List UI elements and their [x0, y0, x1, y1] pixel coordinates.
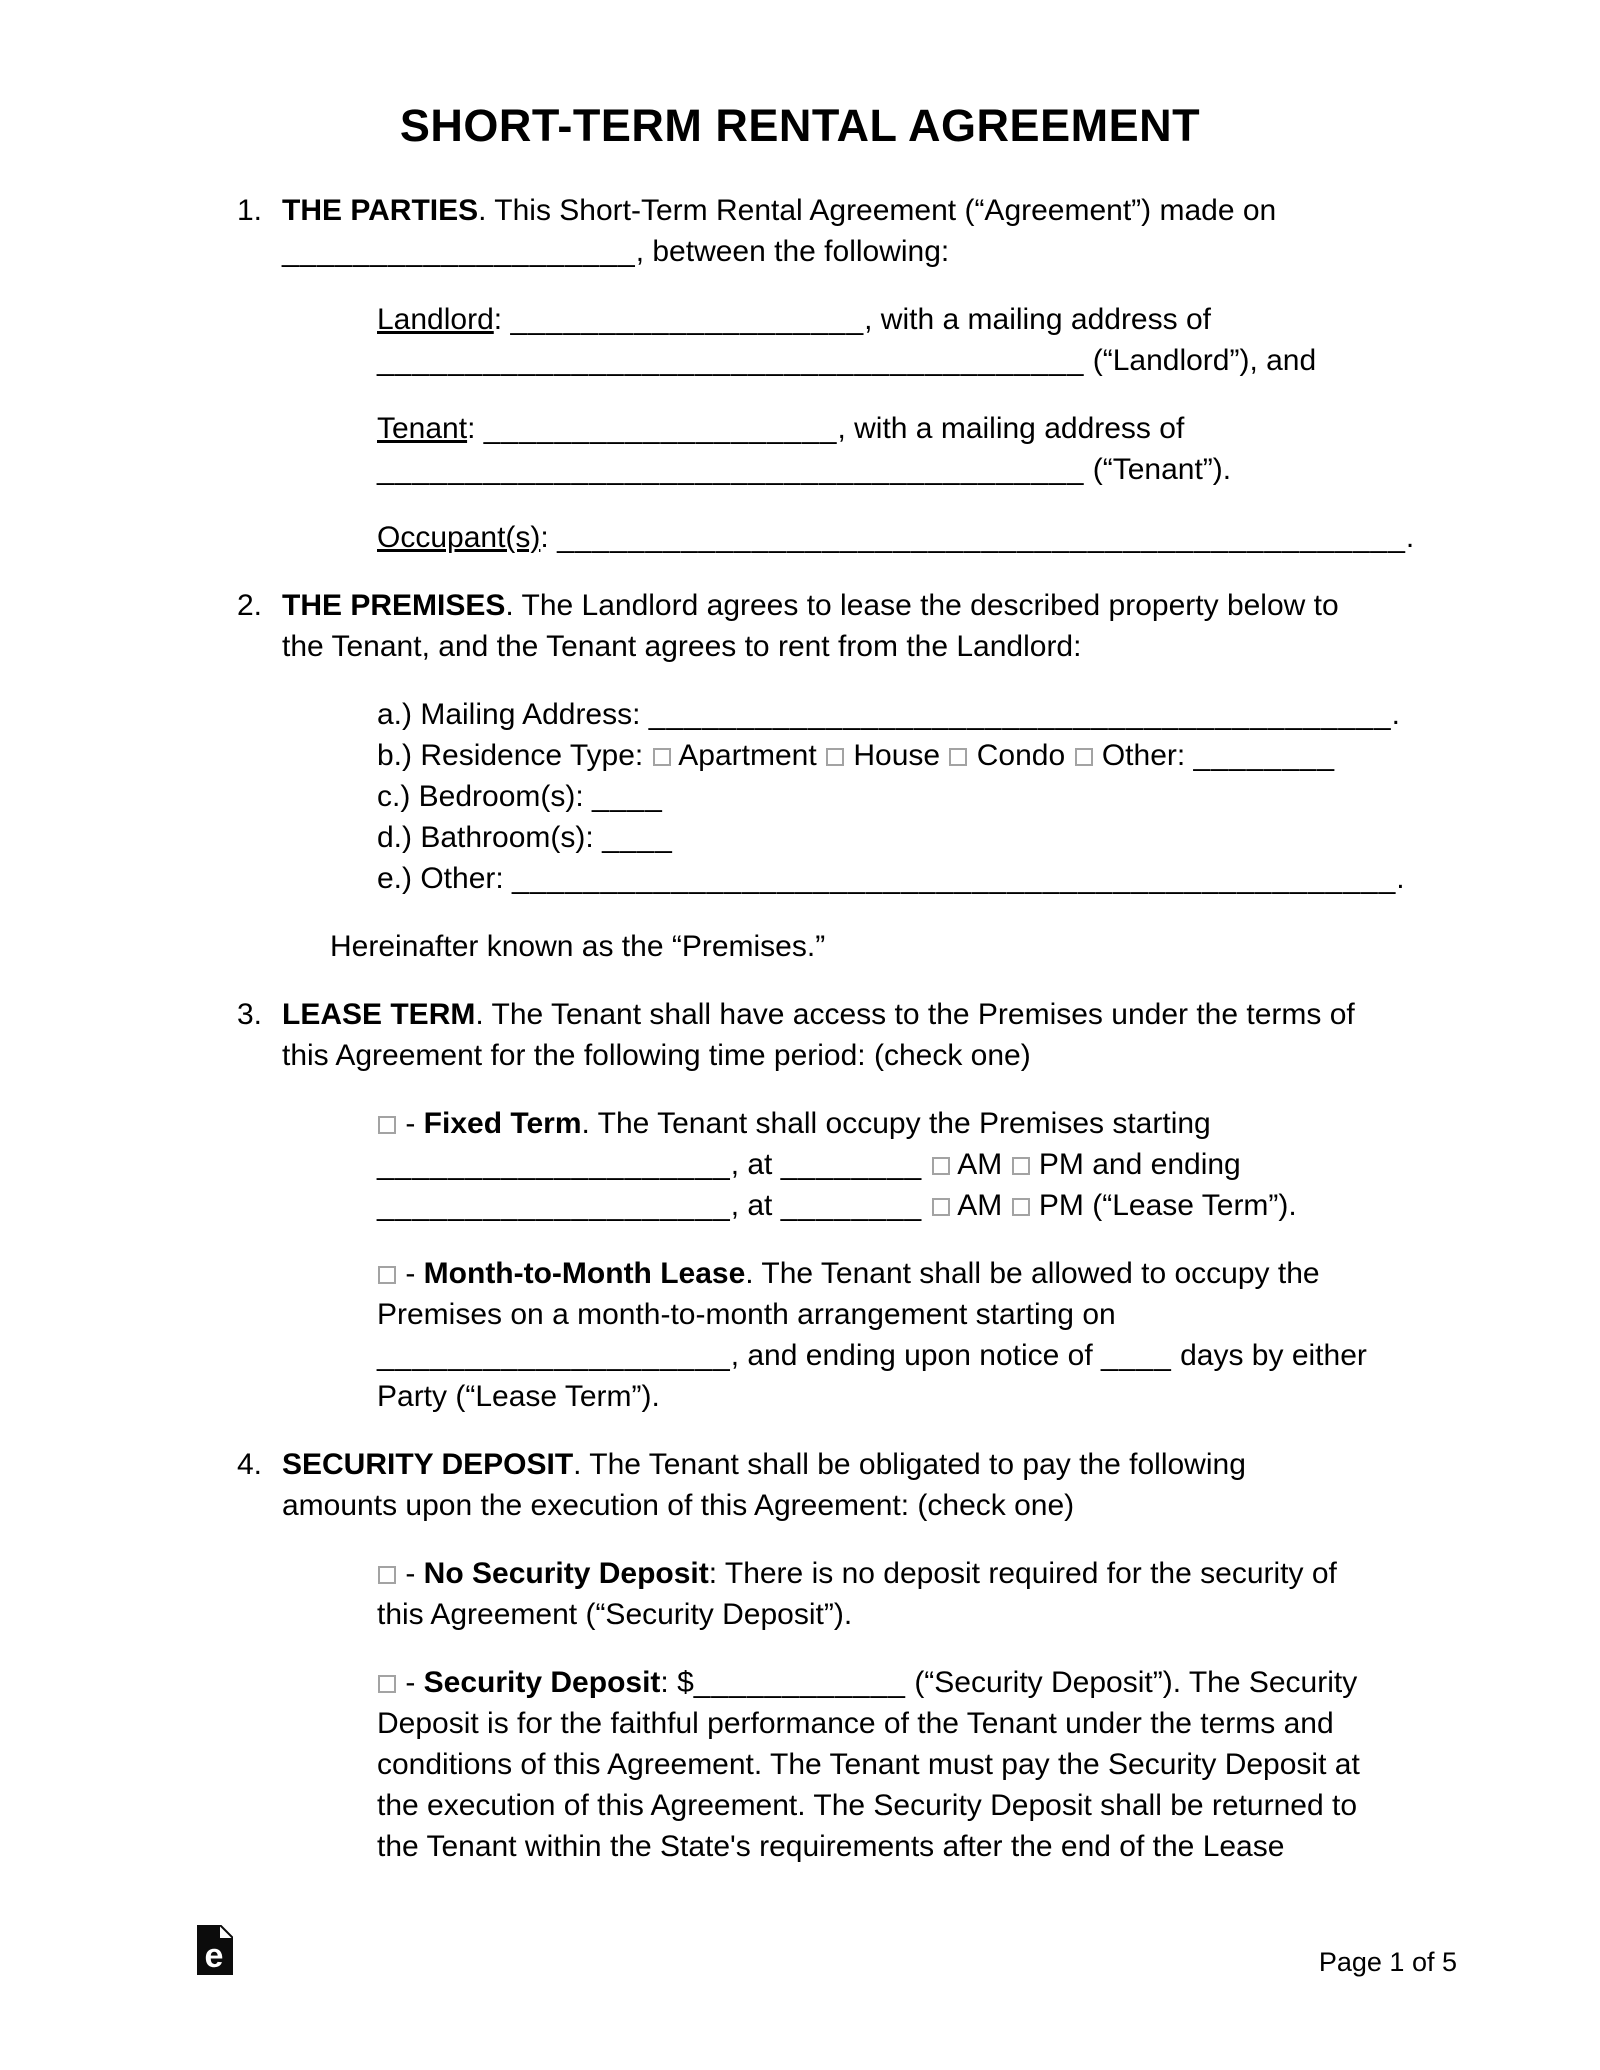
tenant-address-blank: ________________________________________	[377, 453, 1085, 486]
text-line	[377, 517, 1600, 558]
text-line	[377, 1703, 1600, 1744]
text-line	[377, 1744, 1600, 1785]
svg-text:e: e	[204, 1937, 224, 1975]
eforms-logo-icon	[197, 1925, 233, 1975]
text-line	[377, 1103, 1600, 1144]
text-run: the Tenant, and the Tenant agrees to rent from the Landlord:	[282, 630, 1082, 663]
fixed-term-checkbox[interactable]	[378, 1116, 396, 1134]
text-run: (“Security Deposit”). The Security	[905, 1666, 1358, 1699]
tenant-name-blank: ____________________	[483, 412, 838, 445]
text-run: Premises on a month-to-month arrangement starting on	[377, 1298, 1116, 1331]
text-line	[377, 1294, 1600, 1335]
text-run: Deposit is for the faithful performance of the Tenant under the terms and	[377, 1707, 1334, 1740]
text-run: -	[397, 1257, 424, 1290]
tenant-paragraph	[0, 408, 1600, 490]
landlord-address-blank: ________________________________________	[377, 344, 1085, 377]
residence-other-label: Other:	[1093, 739, 1194, 772]
apartment-checkbox[interactable]	[653, 748, 671, 766]
text-run: , and ending upon notice of	[730, 1339, 1102, 1372]
security-deposit-option	[0, 1662, 1600, 1867]
text-line	[377, 299, 1600, 340]
house-checkbox[interactable]	[826, 748, 844, 766]
text-run: -	[397, 1557, 424, 1590]
text-run: the Tenant within the State's requirements after the end of the Lease	[377, 1830, 1285, 1863]
text-run: :	[493, 303, 511, 336]
text-line	[282, 1035, 1600, 1076]
text-run: Hereinafter known as the “Premises.”	[330, 930, 826, 963]
text-run: , at	[730, 1148, 781, 1181]
text-run: .	[1405, 521, 1415, 554]
premises-mailing-address-blank: __________________________________________	[648, 698, 1392, 731]
pm-label: PM and ending	[1030, 1148, 1241, 1181]
am-label: AM	[950, 1148, 1011, 1181]
text-run: , with a mailing address of	[864, 303, 1211, 336]
text-line	[282, 231, 1600, 272]
section-4-security-deposit	[0, 1444, 1600, 1526]
section-4-security-deposit-number: 4.	[237, 1448, 263, 1481]
tenant-label: Tenant	[377, 412, 468, 445]
text-run: conditions of this Agreement. The Tenant must pay the Security Deposit at	[377, 1748, 1360, 1781]
month-to-month-label: Month-to-Month Lease	[423, 1257, 746, 1290]
section-2-the-premises	[0, 585, 1600, 667]
text-line	[330, 926, 1600, 967]
page-number-label: Page 1 of 5	[1318, 1947, 1457, 1977]
landlord-name-blank: ____________________	[510, 303, 865, 336]
fixed-end-time-blank: ________	[780, 1189, 923, 1222]
section-4-heading: SECURITY DEPOSIT	[282, 1448, 574, 1481]
text-run: , at	[730, 1189, 781, 1222]
fixed-end-pm-checkbox[interactable]	[1012, 1198, 1030, 1216]
month-to-month-checkbox[interactable]	[378, 1266, 396, 1284]
section-1-heading: THE PARTIES	[282, 194, 479, 227]
condo-checkbox[interactable]	[949, 748, 967, 766]
text-line	[377, 1785, 1600, 1826]
fixed-start-am-checkbox[interactable]	[932, 1157, 950, 1175]
text-line	[377, 1826, 1600, 1867]
security-deposit-amount-blank: ____________	[693, 1666, 906, 1699]
bedrooms-label: c.) Bedroom(s):	[377, 780, 593, 813]
text-line	[377, 1144, 1600, 1185]
am-label: AM	[950, 1189, 1011, 1222]
text-run: . The Tenant shall be obligated to pay the following	[573, 1448, 1246, 1481]
text-run: . This Short-Term Rental Agreement (“Agreement”) made on	[478, 194, 1277, 227]
landlord-label: Landlord	[377, 303, 494, 336]
text-line	[282, 994, 1600, 1035]
text-run: : There is no deposit required for the security of	[708, 1557, 1337, 1590]
text-run: .	[1396, 862, 1405, 895]
house-label: House	[845, 739, 949, 772]
text-line	[377, 1376, 1600, 1417]
text-line	[377, 1253, 1600, 1294]
text-line	[377, 1553, 1600, 1594]
landlord-paragraph	[0, 299, 1600, 381]
text-line	[377, 449, 1600, 490]
section-1-the-parties-number: 1.	[237, 194, 263, 227]
text-run	[922, 1189, 930, 1222]
residence-type-label: b.) Residence Type:	[377, 739, 652, 772]
text-run: amounts upon the execution of this Agreement: (check one)	[282, 1489, 1075, 1522]
bathrooms-blank: ____	[602, 821, 673, 854]
security-deposit-label: Security Deposit	[423, 1666, 661, 1699]
text-run: the execution of this Agreement. The Security Deposit shall be returned to	[377, 1789, 1358, 1822]
hereinafter-premises-note	[0, 926, 1600, 967]
fixed-start-time-blank: ________	[780, 1148, 923, 1181]
text-line	[282, 585, 1600, 626]
text-line	[377, 1662, 1600, 1703]
fixed-start-date-blank: ____________________	[377, 1148, 731, 1181]
section-3-lease-term	[0, 994, 1600, 1076]
condo-label: Condo	[968, 739, 1074, 772]
text-run: :	[540, 521, 558, 554]
premises-details-list	[0, 694, 1600, 899]
fixed-term-option	[0, 1103, 1600, 1226]
text-run: Party (“Lease Term”).	[377, 1380, 660, 1413]
text-line	[377, 694, 1600, 735]
agreement-date-blank: ____________________	[282, 235, 636, 268]
text-run: .	[1391, 698, 1400, 731]
notice-days-blank: ____	[1101, 1339, 1172, 1372]
text-line	[377, 858, 1600, 899]
text-run: . The Landlord agrees to lease the described property below to	[505, 589, 1339, 622]
text-line	[377, 1335, 1600, 1376]
text-line	[282, 190, 1600, 231]
month-to-month-start-date-blank: ____________________	[377, 1339, 731, 1372]
fixed-end-am-checkbox[interactable]	[932, 1198, 950, 1216]
fixed-term-label: Fixed Term	[423, 1107, 582, 1140]
section-2-heading: THE PREMISES	[282, 589, 506, 622]
text-run: :	[467, 412, 484, 445]
text-run: . The Tenant shall be allowed to occupy the	[745, 1257, 1320, 1290]
document-paragraphs	[0, 190, 1600, 1867]
mailing-address-label: a.) Mailing Address:	[377, 698, 649, 731]
text-run: this Agreement for the following time period: (check one)	[282, 1039, 1031, 1072]
text-run: days by either	[1171, 1339, 1367, 1372]
occupants-paragraph	[0, 517, 1600, 558]
bedrooms-blank: ____	[592, 780, 663, 813]
text-line	[282, 1444, 1600, 1485]
text-line	[377, 1185, 1600, 1226]
fixed-start-pm-checkbox[interactable]	[1012, 1157, 1030, 1175]
text-run: , between the following:	[635, 235, 950, 268]
residence-other-checkbox[interactable]	[1075, 748, 1093, 766]
text-line	[377, 735, 1600, 776]
section-1-the-parties	[0, 190, 1600, 272]
text-line	[377, 408, 1600, 449]
no-security-deposit-label: No Security Deposit	[423, 1557, 709, 1590]
section-3-lease-term-number: 3.	[237, 998, 263, 1031]
text-run: (“Landlord”), and	[1084, 344, 1317, 377]
text-run: -	[397, 1107, 424, 1140]
text-line	[377, 817, 1600, 858]
text-line	[377, 1594, 1600, 1635]
text-line	[377, 340, 1600, 381]
text-run: . The Tenant shall have access to the Premises under the terms of	[475, 998, 1355, 1031]
security-deposit-checkbox[interactable]	[378, 1675, 396, 1693]
text-run	[922, 1148, 930, 1181]
text-line	[282, 1485, 1600, 1526]
text-line	[282, 626, 1600, 667]
section-3-heading: LEASE TERM	[282, 998, 476, 1031]
apartment-label: Apartment	[671, 739, 826, 772]
text-run: : $	[660, 1666, 694, 1699]
text-line	[377, 776, 1600, 817]
residence-other-blank: ________	[1193, 739, 1336, 772]
text-run: . The Tenant shall occupy the Premises starting	[581, 1107, 1211, 1140]
occupants-label: Occupant(s)	[377, 521, 541, 554]
section-2-the-premises-number: 2.	[237, 589, 263, 622]
document-title: SHORT-TERM RENTAL AGREEMENT	[399, 100, 1201, 151]
premises-other-blank: __________________________________________________	[512, 862, 1397, 895]
text-run: , with a mailing address of	[837, 412, 1185, 445]
no-security-deposit-checkbox[interactable]	[378, 1566, 396, 1584]
fixed-end-date-blank: ____________________	[377, 1189, 731, 1222]
month-to-month-option	[0, 1253, 1600, 1417]
premises-other-label: e.) Other:	[377, 862, 513, 895]
bathrooms-label: d.) Bathroom(s):	[377, 821, 603, 854]
text-run: (“Tenant”).	[1084, 453, 1232, 486]
occupants-blank: ________________________________________________	[557, 521, 1406, 554]
no-security-deposit-option	[0, 1553, 1600, 1635]
pm-label: PM (“Lease Term”).	[1030, 1189, 1297, 1222]
text-run: -	[397, 1666, 424, 1699]
text-run: this Agreement (“Security Deposit”).	[377, 1598, 853, 1631]
